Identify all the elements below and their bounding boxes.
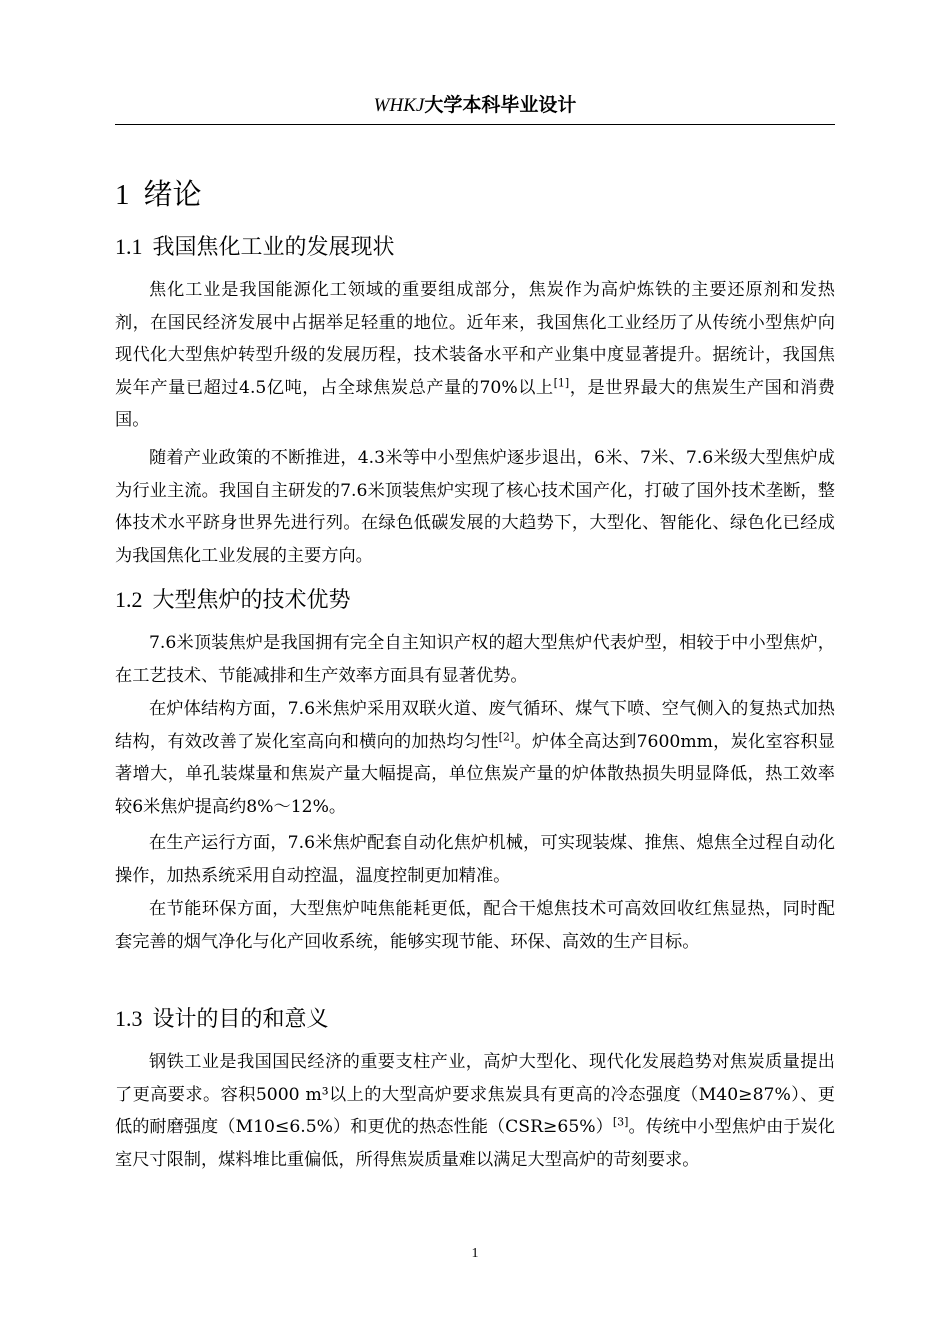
paragraph-1-2-4	[115, 893, 835, 958]
paragraph-text: 在炉体结构方面，7.6米焦炉采用双联火道、废气循环、煤气下喷、空气侧入的复热式加热结构，有效改善了炭化室高向和横向的加热均匀性	[115, 699, 835, 752]
paragraph-text: 焦化工业是我国能源化工领域的重要组成部分，焦炭作为高炉炼铁的主要还原剂和发热剂，在国民经济发展中占据举足轻重的地位。近年来，我国焦化工业经历了从传统小型焦炉向现代化大型焦炉转型升级的发展历程，技术装备水平和产业集中度显著提升。据统计，我国焦炭年产量已超过4.5亿吨，占全球焦炭总产量的70%以上	[115, 280, 835, 398]
paragraph-1-1-1	[115, 274, 835, 437]
paragraph-1-2-3	[115, 827, 835, 892]
paragraph-1-3-1	[115, 1046, 835, 1176]
section-title-text: 我国焦化工业的发展现状	[152, 235, 395, 260]
section-number: 1.3	[115, 1006, 143, 1031]
paragraph-1-2-2	[115, 693, 835, 823]
section-title-text: 设计的目的和意义	[152, 1007, 329, 1032]
running-header	[115, 93, 835, 118]
paragraph-text: 钢铁工业是我国国民经济的重要支柱产业，高炉大型化、现代化发展趋势对焦炭质量提出了更高要求。容积5000 m³以上的大型高炉要求焦炭具有更高的冷态强度（M40≥87%）、更低的耐磨强度（M10≤6.5%）和更优的热态性能（CSR≥65%）	[115, 1052, 835, 1137]
header-rule	[115, 124, 835, 125]
citation-ref: [3]	[612, 1115, 629, 1129]
section-title-1-1	[115, 232, 395, 263]
chapter-number: 1	[115, 179, 130, 211]
paragraph-text: 在节能环保方面，大型焦炉吨焦能耗更低，配合干熄焦技术可高效回收红焦显热，同时配套完善的烟气净化与化产回收系统，能够实现节能、环保、高效的生产目标。	[115, 899, 835, 952]
paragraph-1-2-1	[115, 627, 835, 692]
section-number: 1.2	[115, 587, 143, 612]
paragraph-text-continued: 。炉体全高达到7600mm，炭化室容积显著增大，单孔装煤量和焦炭产量大幅提高，单位焦炭产量的炉体散热损失明显降低，热工效率较6米焦炉提高约8%～12%。	[115, 731, 835, 817]
paragraph-text-continued: ，是世界最大的焦炭生产国和消费国。	[115, 377, 835, 430]
paragraph-1-1-2	[115, 442, 835, 572]
page-number: 1	[471, 1246, 479, 1261]
chapter-title-text: 绪论	[143, 177, 202, 211]
paragraph-text-continued: 。传统中小型焦炉由于炭化室尺寸限制，煤料堆比重偏低，所得焦炭质量难以满足大型高炉的苛刻要求。	[115, 1117, 835, 1170]
section-title-1-3	[115, 1004, 329, 1035]
section-title-1-2	[115, 585, 351, 616]
section-number: 1.1	[115, 234, 143, 259]
paragraph-text: 7.6米顶装焦炉是我国拥有完全自主知识产权的超大型焦炉代表炉型，相较于中小型焦炉，在工艺技术、节能减排和生产效率方面具有显著优势。	[115, 633, 835, 686]
paragraph-text: 随着产业政策的不断推进，4.3米等中小型焦炉逐步退出，6米、7米、7.6米级大型焦炉成为行业主流。我国自主研发的7.6米顶装焦炉实现了核心技术国产化，打破了国外技术垄断，整体技术水平跻身世界先进行列。在绿色低碳发展的大趋势下，大型化、智能化、绿色化已经成为我国焦化工业发展的主要方向。	[115, 448, 835, 566]
citation-ref: [2]	[498, 729, 515, 743]
section-title-text: 大型焦炉的技术优势	[152, 588, 351, 613]
citation-ref: [1]	[553, 375, 570, 389]
chapter-title	[115, 174, 202, 215]
header-title-text: 大学本科毕业设计	[424, 94, 577, 116]
paragraph-text: 在生产运行方面，7.6米焦炉配套自动化焦炉机械，可实现装煤、推焦、熄焦全过程自动化操作，加热系统采用自动控温，温度控制更加精准。	[115, 833, 835, 886]
header-school-abbrev: WHKJ	[373, 95, 425, 116]
